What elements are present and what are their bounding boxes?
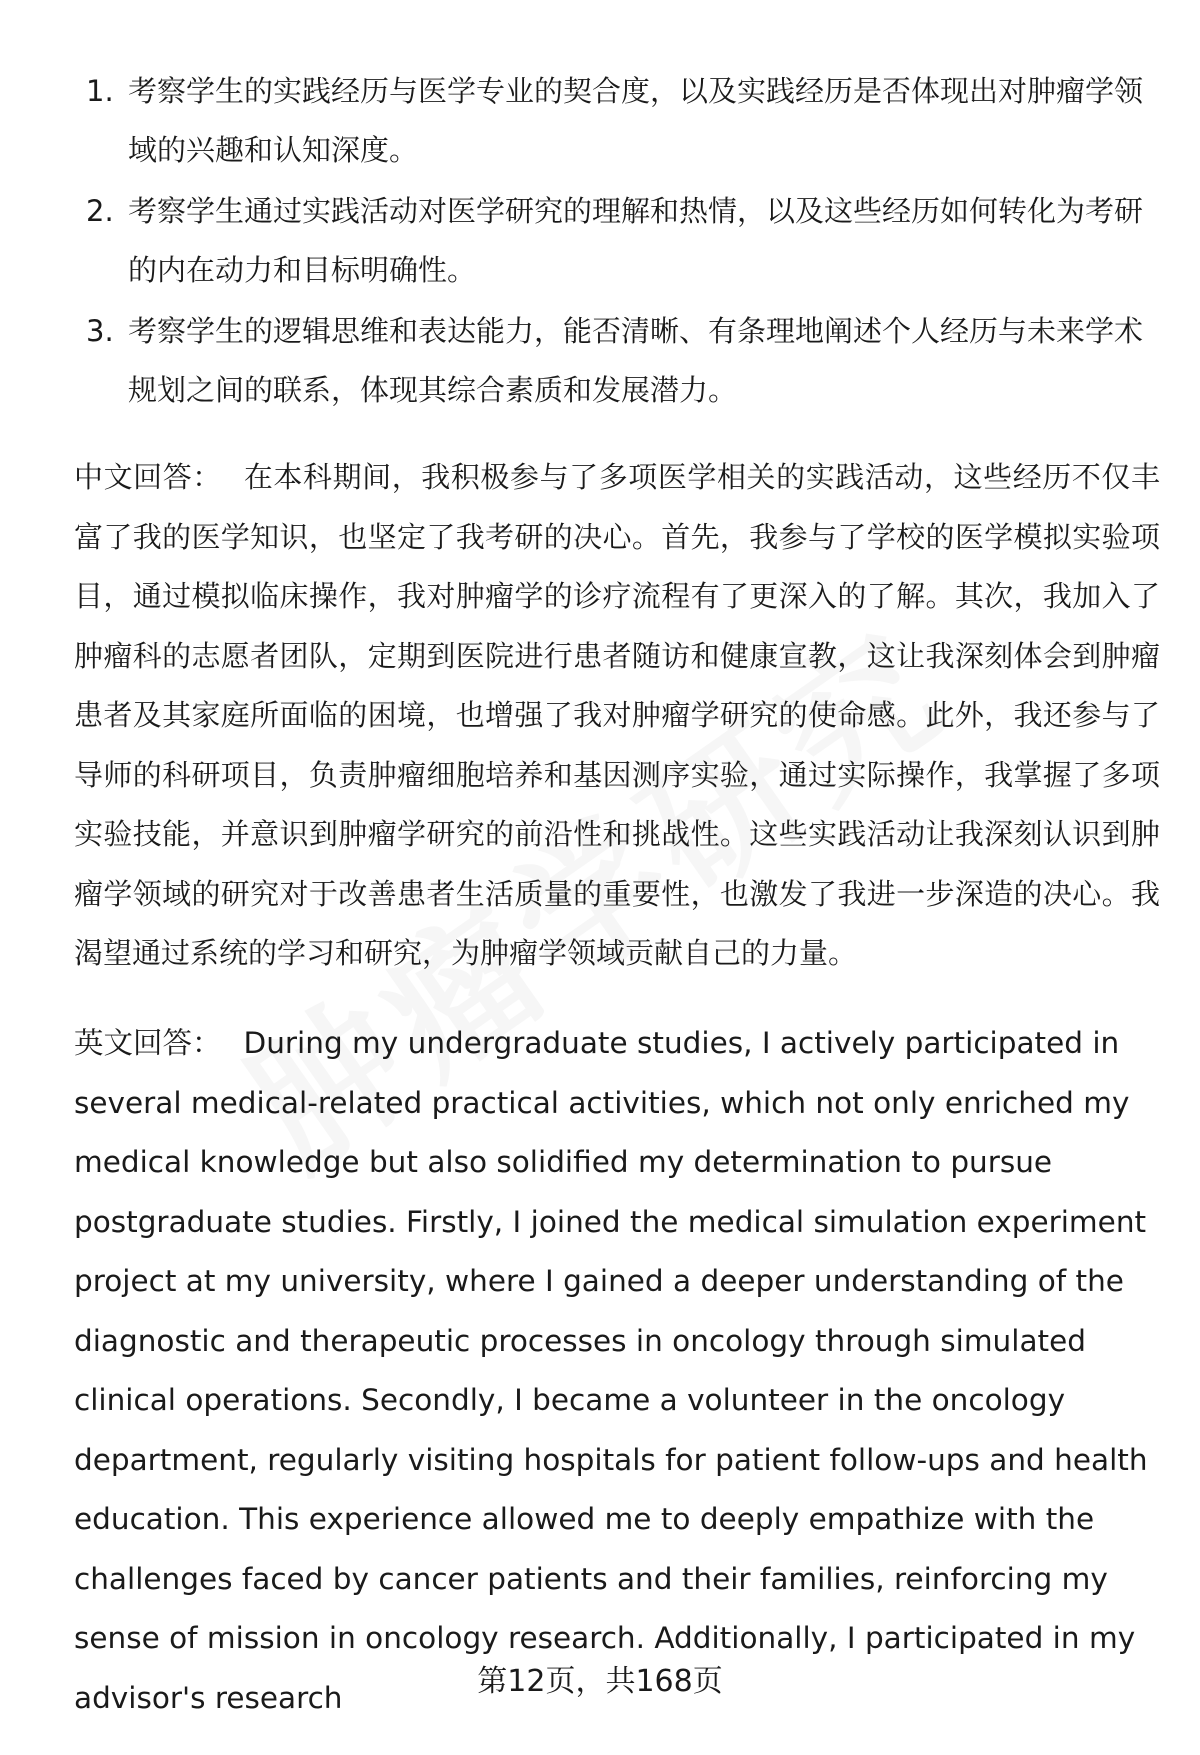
- evaluation-criteria-list: [74, 62, 1154, 422]
- criteria-text: 考察学生的逻辑思维和表达能力，能否清晰、有条理地阐述个人经历与未来学术规划之间的联系，体现其综合素质和发展潜力。: [128, 314, 1144, 407]
- criteria-text: 考察学生的实践经历与医学专业的契合度，以及实践经历是否体现出对肿瘤学领域的兴趣和认知深度。: [128, 74, 1144, 167]
- page-number-footer: 第12页，共168页: [477, 1664, 723, 1699]
- chinese-answer-paragraph: [74, 448, 1160, 984]
- chinese-answer-text: 在本科期间，我积极参与了多项医学相关的实践活动，这些经历不仅丰富了我的医学知识，也坚定了我考研的决心。首先，我参与了学校的医学模拟实验项目，通过模拟临床操作，我对肿瘤学的诊疗流程有了更深入的了解。其次，我加入了肿瘤科的志愿者团队，定期到医院进行患者随访和健康宣教，这让我深刻体会到肿瘤患者及其家庭所面临的困境，也增强了我对肿瘤学研究的使命感。此外，我还参与了导师的科研项目，负责肿瘤细胞培养和基因测序实验，通过实际操作，我掌握了多项实验技能，并意识到肿瘤学研究的前沿性和挑战性。这些实践活动让我深刻认识到肿瘤学领域的研究对于改善患者生活质量的重要性，也激发了我进一步深造的决心。我渴望通过系统的学习和研究，为肿瘤学领域贡献自己的力量。: [74, 460, 1160, 970]
- criteria-number: 1.: [86, 74, 114, 108]
- english-answer-label: 英文回答：: [74, 1026, 222, 1060]
- english-answer-text: During my undergraduate studies, I actively participated in several medical-related practical activities, which not only enriched my medical knowledge but also solidified my determination to pursue postgraduate studies. Firstly, I joined the medical simulation experiment project at my university, where I gained a deeper understanding of the diagnostic and therapeutic processes in oncology through simulated clinical operations. Secondly, I became a volunteer in the oncology department, regularly visiting hospitals for patient follow-ups and health education. This experience allowed me to deeply empathize with the challenges faced by cancer patients and their families, reinforcing my sense of mission in oncology research. Additionally, I participated in my advisor's research: [74, 1026, 1148, 1715]
- criteria-item: [74, 62, 1154, 180]
- criteria-number: 2.: [86, 194, 114, 228]
- criteria-text: 考察学生通过实践活动对医学研究的理解和热情，以及这些经历如何转化为考研的内在动力和目标明确性。: [128, 194, 1144, 287]
- criteria-item: [74, 182, 1154, 300]
- chinese-answer-label: 中文回答：: [74, 460, 222, 494]
- criteria-item: [74, 302, 1154, 420]
- english-answer-paragraph: [74, 1014, 1160, 1728]
- criteria-number: 3.: [86, 314, 114, 348]
